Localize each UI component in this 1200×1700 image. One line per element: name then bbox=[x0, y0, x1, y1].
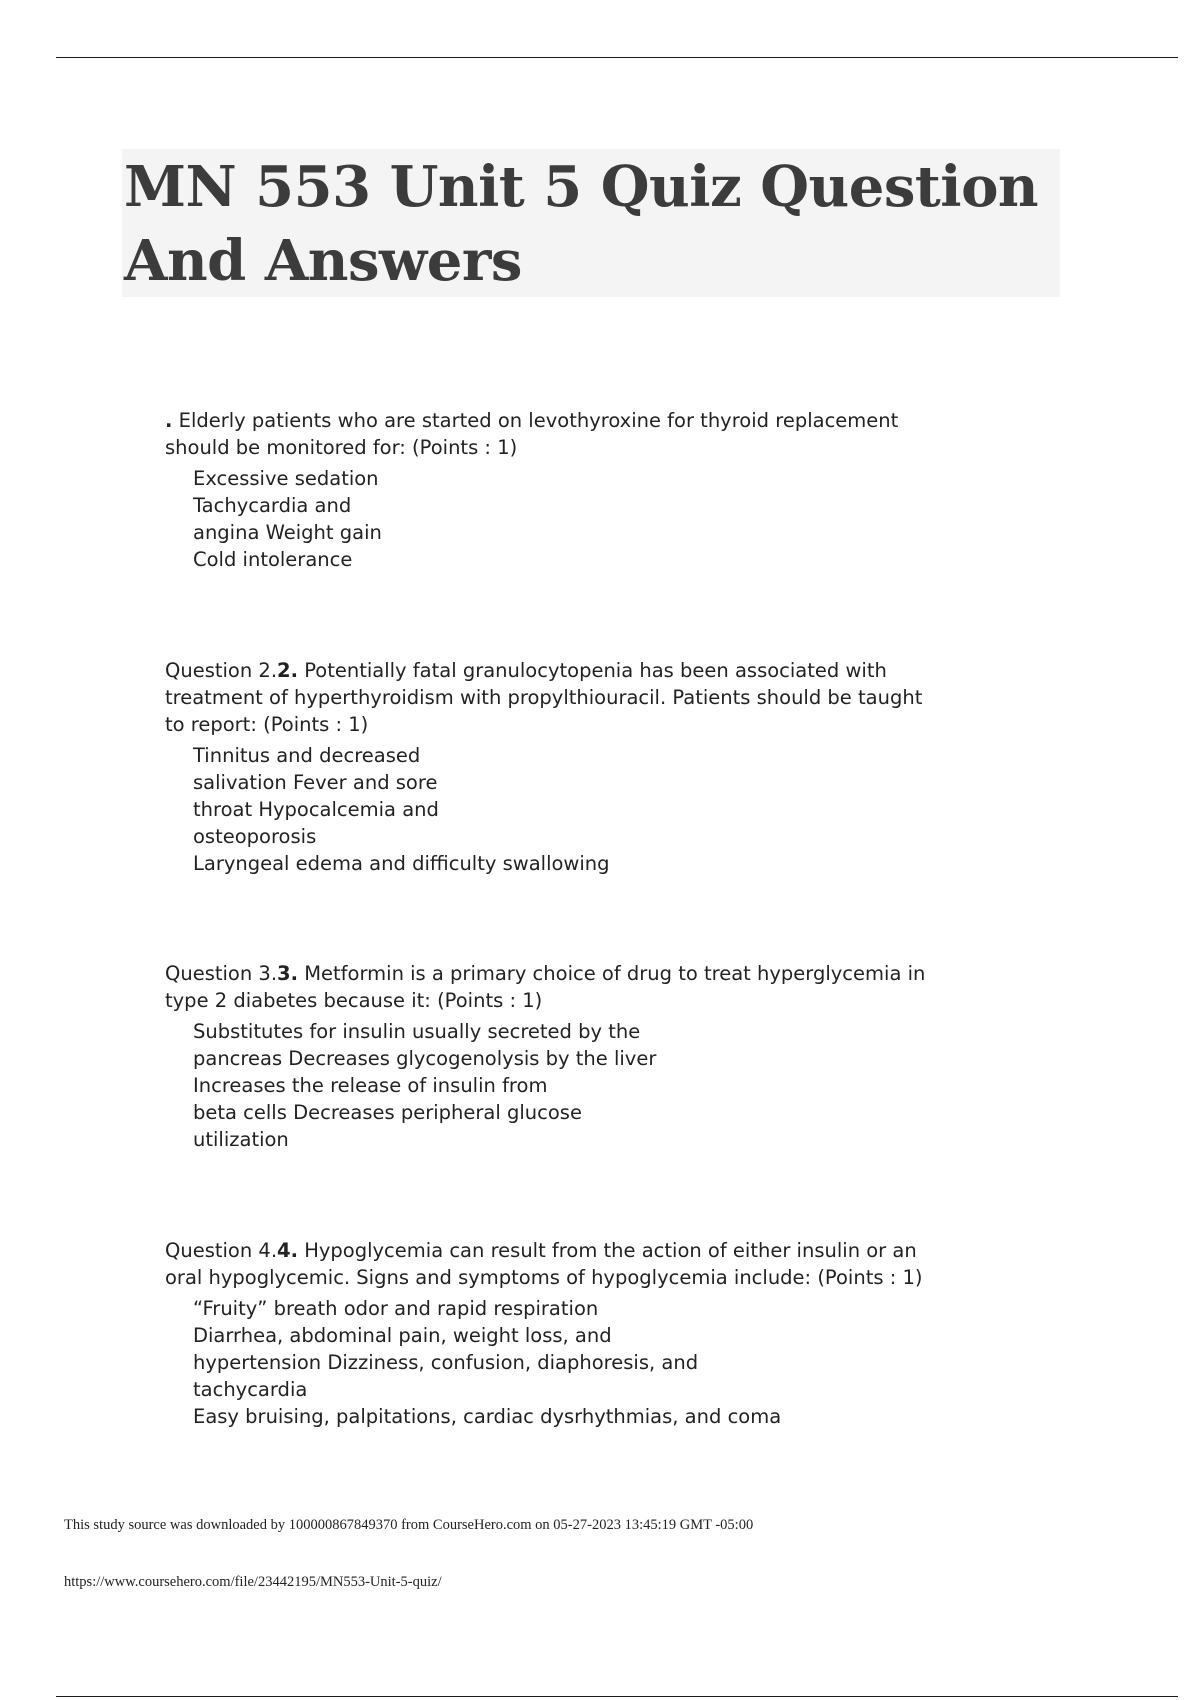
question-2-prefix: Question 2. bbox=[165, 659, 278, 682]
question-1 bbox=[165, 407, 985, 573]
document-title: MN 553 Unit 5 Quiz Question And Answers bbox=[124, 154, 1039, 294]
question-3 bbox=[165, 960, 985, 1153]
question-4-stem bbox=[165, 1237, 985, 1291]
question-2-number: 2. bbox=[277, 659, 299, 682]
question-4-choices: “Fruity” breath odor and rapid respiration Diarrhea, abdominal pain, weight loss, and hypertension Dizziness, confusion, diaphoresis, and tachycardia Easy bruising, palpitations, cardiac dysrhythmias, and coma bbox=[193, 1297, 782, 1428]
question-3-stem bbox=[165, 960, 985, 1014]
question-2-text: Potentially fatal granulocytopenia has been associated with treatment of hyperthyroidism with propylthiouracil. Patients should be taught to report: (Points : 1) bbox=[165, 659, 923, 736]
question-3-choices: Substitutes for insulin usually secreted by the pancreas Decreases glycogenolysis by the liver Increases the release of insulin from beta cells Decreases peripheral glucose utilization bbox=[193, 1020, 657, 1151]
question-2-stem bbox=[165, 657, 985, 738]
download-source-notice: This study source was downloaded by 100000867849370 from CourseHero.com on 05-27-2023 13:45:19 GMT -05:00 bbox=[64, 1517, 754, 1533]
question-1-number: . bbox=[165, 409, 173, 432]
source-url: https://www.coursehero.com/file/23442195/MN553-Unit-5-quiz/ bbox=[64, 1574, 442, 1590]
question-3-prefix: Question 3. bbox=[165, 962, 278, 985]
question-4-number: 4. bbox=[277, 1239, 299, 1262]
question-1-choices: Excessive sedation Tachycardia and angina Weight gain Cold intolerance bbox=[193, 467, 382, 571]
top-divider bbox=[56, 57, 1178, 58]
question-2 bbox=[165, 657, 985, 877]
question-4-prefix: Question 4. bbox=[165, 1239, 278, 1262]
question-3-text: Metformin is a primary choice of drug to treat hyperglycemia in type 2 diabetes because it: (Points : 1) bbox=[165, 962, 926, 1012]
question-2-choices: Tinnitus and decreased salivation Fever and sore throat Hypocalcemia and osteoporosis Laryngeal edema and difficulty swallowing bbox=[193, 744, 610, 875]
question-1-text: Elderly patients who are started on levothyroxine for thyroid replacement should be monitored for: (Points : 1) bbox=[165, 409, 899, 459]
question-4 bbox=[165, 1237, 985, 1430]
question-3-number: 3. bbox=[277, 962, 299, 985]
question-4-text: Hypoglycemia can result from the action of either insulin or an oral hypoglycemic. Signs and symptoms of hypoglycemia include: (Points : 1) bbox=[165, 1239, 923, 1289]
question-1-stem bbox=[165, 407, 985, 461]
bottom-divider bbox=[56, 1696, 1178, 1697]
